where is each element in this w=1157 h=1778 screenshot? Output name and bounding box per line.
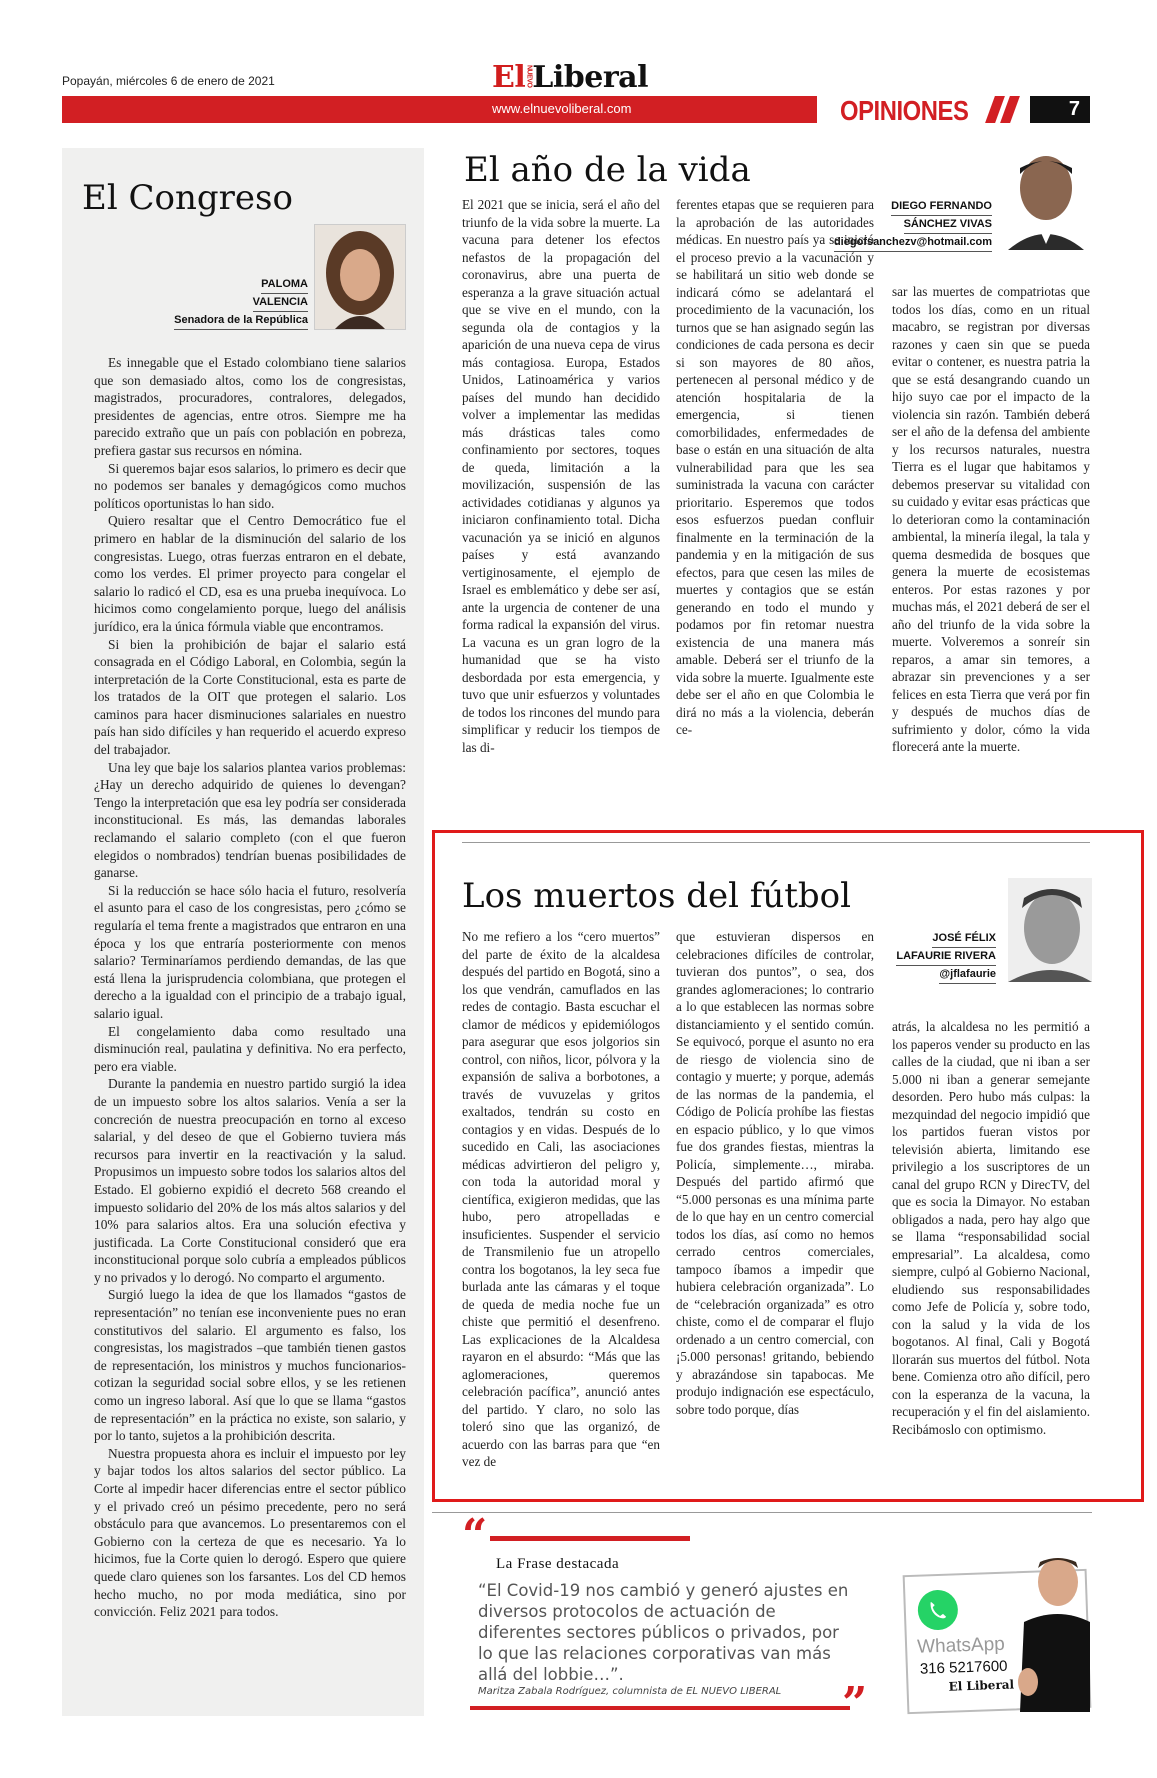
author-name-first: JOSÉ FÉLIX (932, 930, 996, 948)
newspaper-logo (492, 60, 648, 95)
vida-col-2: ferentes etapas que se requieren para la aprobación de las autoridades médicas. En nuestro país ya se inició el proceso previo a la vacunación y se habilitará un sitio web donde se indicará cómo se adelantará el procedimiento de la vacunación, los turnos que se han asignado según las condiciones de cada persona es decir si son mayores de 80 años, pertenecen al personal médico y de atención hospitalaria de la emergencia, si tienen comorbilidades, enfermedades de base o están en una situación de alta vulnerabilidad para que les sea suministrada la vacuna con carácter prioritario. Esperemos que todos esos esfuerzos puedan confluir finalmente en la terminación de la pandemia y en la mitigación de sus efectos, para que cesen las miles de muertes y contagios que se están generando en todo el mundo y podamos por fin retomar nuestra existencia de una manera más amable. Deberá ser el triunfo de la vida sobre la muerte. Igualmente este debe ser el año en que Colombia le dirá no más a la violencia, deberán ce- (676, 197, 874, 737)
paragraph: Surgió luego la idea de que los llamados “gastos de representación” no tenían ese inconveniente pues no eran constitutivos del salario. El argumento es falso, los congresistas, los magistrados –que también tienen gastos de representación, los ministros y muchos funcionarios- cotizan la seguridad social sobre ellos, y se les retienen como un ingreso laboral. Así que lo que se llama “gastos de representación” en la práctica no existe, son salario, y por lo tanto, sujetos a la prohibición descrita. (94, 1287, 406, 1444)
author-name-last: SÁNCHEZ VIVAS (904, 216, 992, 234)
paragraph: Si la reducción se hace sólo hacia el futuro, resolvería el asunto para el caso de los congresistas, pero ¿cómo se regularía el tema frente a magistrados que entraron en una época y los que entraría posteriormente con menos salario? Terminaríamos perdiendo demandas, de las que está llena la jurisprudencia colombiana, que protegen el derecho a la igualdad con el principio de a trabajo igual, salario igual. (94, 882, 406, 1021)
logo-liberal: Liberal (532, 60, 648, 95)
website-url[interactable]: www.elnuevoliberal.com (492, 101, 632, 116)
futbol-author (860, 930, 996, 984)
author-name-first: PALOMA (261, 276, 308, 294)
page-number: 7 (1030, 96, 1090, 123)
vida-col-3: sar las muertes de compatriotas que todos los días, como en un ritual macabro, se registran por diversas razones y caen sin que se pueda evitar o contener, es nuestra patria la que se está desangrando cuando un hijo suyo cae por el impacto de la violencia sin razón. También deberá ser el año de la defensa del ambiente y los recursos naturales, nuestra Tierra es el lugar que habitamos y debemos preservar su vitalidad con su cuidado y evitar esas prácticas que lo deterioran como la contaminación ambiental, la minería ilegal, la tala y quema desmedida de bosques que genera la muerte de ecosistemas enteros. Por estas razones y por muchas más, el 2021 deberá de ser el año del triunfo de la vida sobre la muerte. Volveremos a sonreír sin reparos, a amar sin temores, a abrazar sin prevenciones y a ser felices en esta Tierra que verá por fin y después de muchos días de sufrimiento y dolor, cómo la vida florecerá ante la muerte. (892, 284, 1090, 754)
author-email: diegofsanchezv@hotmail.com (834, 234, 992, 252)
section-divider (432, 1512, 1092, 1513)
frase-accent-bar (490, 1536, 690, 1541)
author-photo (1004, 148, 1088, 250)
futbol-col-1: No me refiero a los “cero muertos” del parte de éxito de la alcaldesa después del partido en Bogotá, sino a los que vendrán, camuflados en las redes de contagio. Basta escuchar el clamor de médicos y epidemiólogos para asegurar que esos jolgorios sin control, con niños, licor, pólvora y la expansión de saliva a borbotones, a través de vuvuzelas y gritos exaltados, tendrán su costo en contagios y en vidas. Después de lo sucedido en Cali, las asociaciones médicas advirtieron del peligro y, con toda la autoridad moral y científica, exigieron medidas, que las hubo, pero atropelladas e insuficientes. Suspender el servicio de Transmilenio fue un atropello contra los bogotanos, la ley seca fue burlada ante las cámaras y el toque de queda de media noche fue un chiste que permitió el desenfreno. Las explicaciones de la Alcaldesa rayaron en el absurdo: “Más que las aglomeraciones, queremos celebración pacífica”, anunció antes del partido. Y claro, no solo las toleró sino que las organizó, de acuerdo con las barras para que “en vez de (462, 929, 660, 1469)
futbol-title: Los muertos del fútbol (462, 876, 852, 916)
congreso-body (94, 354, 406, 1621)
paragraph: Durante la pandemia en nuestro partido surgió la idea de un impuesto sobre los altos salarios. Venía a ser la concreción de nuestra preocupación en torno al exceso salarial, y del deseo de que el Gobierno tuviera más recursos para invertir en la reactivación y la salud. Propusimos un impuesto sobre todos los salarios altos del Estado. El gobierno expidió el decreto 568 creando el impuesto solidario del 20% de los más altos salarios y del 10% para salarios altos. Era una solución efectiva y justificada. La Corte Constitucional consideró que era inconstitucional porque solo cubría a empleados públicos y no privados y lo derogó. No comparto el argumento. (94, 1076, 406, 1285)
frase-title: La Frase destacada (496, 1556, 620, 1572)
congreso-author (160, 276, 308, 330)
ad-logo: El Liberal (948, 1677, 1015, 1694)
open-quote-icon: “ (462, 1510, 488, 1561)
author-photo (314, 224, 406, 330)
paragraph: Si queremos bajar esos salarios, lo primero es decir que no podemos ser banales y demagógicos como muchos políticos oportunistas lo han sido. (94, 460, 406, 511)
author-name-last: VALENCIA (253, 294, 308, 312)
logo-nuevo: NUEVO (525, 64, 533, 87)
frase-quote: “El Covid-19 nos cambió y generó ajustes en diversos protocolos de actuación de diferentes sectores públicos o privados, por lo que las relaciones corporativas van más allá del lobbie…”. (478, 1581, 849, 1684)
author-role: Senadora de la República (174, 312, 308, 330)
whatsapp-phone[interactable]: 316 5217600 (919, 1657, 1008, 1678)
author-photo (1008, 878, 1092, 982)
header-red-bar (62, 96, 817, 123)
whatsapp-icon (917, 1589, 958, 1630)
vida-col-1: El 2021 que se inicia, será el año del triunfo de la vida sobre la muerte. La vacuna para detener los efectos nefastos de la propagación del coronavirus, abre una puerta de esperanza a la grave situación actual que se vive en el mundo, con la segunda ola de contagios y la aparición de una nueva cepa de virus más contagiosa. Europa, Estados Unidos, Latinoamérica y varios países del mundo han decidido volver a implementar las medidas más drásticas tales como confinamiento por sectores, toques de queda, limitación a la movilización, suspensión de las actividades cotidianas y algunos ya iniciaron confinamiento total. Dicha vacunación ya se inició en algunos países y está avanzando vertiginosamente, el ejemplo de Israel es emblemático y debe ser así, ante la urgencia de contener de una forma radical la expansión del virus. La vacuna es un gran logro de la humanidad que se ha visto desbordada por esta emergencia, y tuvo que unir esfuerzos y voluntades de todos los rincones del mundo para simplificar y reducir los tiempos de las di- (462, 197, 660, 755)
author-name-last: LAFAURIE RIVERA (896, 948, 996, 966)
paragraph: Una ley que baje los salarios plantea varios problemas: ¿Hay un derecho adquirido de quienes lo devengan? Tengo la interpretación que esa ley podría ser considerada inconstitucional. Es más, las demandas laborales reclamando el salario completo (con el que fueron elegidos o nombrados) tendrían buenas posibilidades de ganarse. (94, 759, 406, 881)
section-title: OPINIONES (840, 95, 969, 126)
paragraph: Es innegable que el Estado colombiano tiene salarios que son demasiado altos, como los de congresistas, magistrados, procuradores, contralores, delegados, presidentes de agencias, entre otros. Siempre me ha parecido extraño que un país con población en pobreza, prefiera gastar sus recursos en nómina. (94, 355, 406, 458)
congreso-title: El Congreso (82, 178, 293, 218)
futbol-col-3: atrás, la alcaldesa no les permitió a los paperos vender su producto en las calles de la ciudad, que ni iban a ser 5.000 ni iban a generar semejante desorden. Pero hubo más culpas: la mezquindad del negocio impidió que los partidos fueran vistos por televisión abierta, limitando ese privilegio a los suscriptores de un canal del grupo RCN y DirecTV, del que es socia la Dimayor. No estaban obligados a nada, pero hay algo que se llama “responsabilidad social empresarial”. La alcaldesa, como siempre, culpó al Gobierno Nacional, eludiendo sus responsabilidades como Jefe de Policía y, sobre todo, con la salud y la vida de los bogotanos. Al final, Cali y Bogotá llorarán sus muertos del fútbol. Nota bene. Comienza otro año difícil, pero con la esperanza de la vacuna, la recuperación y el fin del aislamiento. Recibámoslo con optimismo. (892, 1019, 1090, 1437)
ad-person-photo (1010, 1552, 1092, 1712)
frase-bottom-bar (470, 1706, 850, 1710)
logo-el: El (492, 60, 526, 95)
author-name-first: DIEGO FERNANDO (891, 198, 992, 216)
paragraph: Nuestra propuesta ahora es incluir el impuesto por ley y bajar todos los altos salarios del sector público. La Corte al impedir hacer diferencias entre el sector público y el privado creó un pésimo precedente, pero no será obstáculo para que avancemos. Lo presentaremos con el Gobierno con la certeza de que es necesario. Ya lo hicimos, fue la Corte quien lo derogó. Espero que quiere quede claro quienes son los farsantes. Los del CD hemos hecho mucho, no por moda mediática, sino por convicción. Feliz 2021 para todos. (94, 1445, 406, 1620)
frase-signature: Maritza Zabala Rodríguez, columnista de EL NUEVO LIBERAL (478, 1686, 782, 1697)
whatsapp-label: WhatsApp (916, 1633, 1006, 1658)
edition-date: Popayán, miércoles 6 de enero de 2021 (62, 74, 275, 88)
vida-title: El año de la vida (464, 150, 751, 190)
futbol-col-2: que estuvieran dispersos en celebraciones difíciles de controlar, tuvieran dos puntos”, o sea, dos grandes aglomeraciones; lo contrario a lo que establecen las normas sobre distanciamiento y el sentido común. Se equivocó, porque el asunto no era de riesgo de violencia sino de contagio y muerte; y porque, además de las normas de la pandemia, el Código de Policía prohíbe las fiestas en espacio público, y lo que vimos fue dos grandes fiestas, mientras la Policía, simplemente…, miraba. Después del partido afirmó que “5.000 personas es una mínima parte de lo que hay en un centro comercial todos los días, así como no hemos cerrado centros comerciales, tampoco íbamos a impedir que hubiera celebración organizada”. Lo de “celebración organizada” es otro chiste, como el de comparar el flujo ordenado a un centro comercial, con ¡5.000 personas! gritando, bebiendo y abrazándose sin tapabocas. Me produjo indignación ese espectáculo, sobre todo porque, días (676, 929, 874, 1417)
author-handle: @jflafaurie (939, 966, 996, 984)
paragraph: Quiero resaltar que el Centro Democrático fue el primero en hablar de la disminución del salario de los congresistas. Luego, otras fuerzas entraron en el debate, como los verdes. El primer proyecto para congelar el salario lo radicó el CD, esa es una prueba inequívoca. Lo hicimos como congelamiento porque, luego del análisis jurídico, era la única fórmula viable que encontramos. (94, 513, 406, 634)
paragraph: Si bien la prohibición de bajar el salario está consagrada en el Código Laboral, en Colombia, según la interpretación de la Corte Constitucional, esta es parte de los tratados de la OIT que protegen el salario. Los caminos para hacer disminuciones salariales en nuestro país han sido difíciles y han requerido el acuerdo expreso del trabajador. (94, 636, 406, 758)
paragraph: El congelamiento daba como resultado una disminución real, paulatina y definitiva. No era perfecto, pero era viable. (94, 1023, 406, 1074)
section-divider (462, 842, 1090, 843)
close-quote-icon: ” (842, 1678, 868, 1729)
